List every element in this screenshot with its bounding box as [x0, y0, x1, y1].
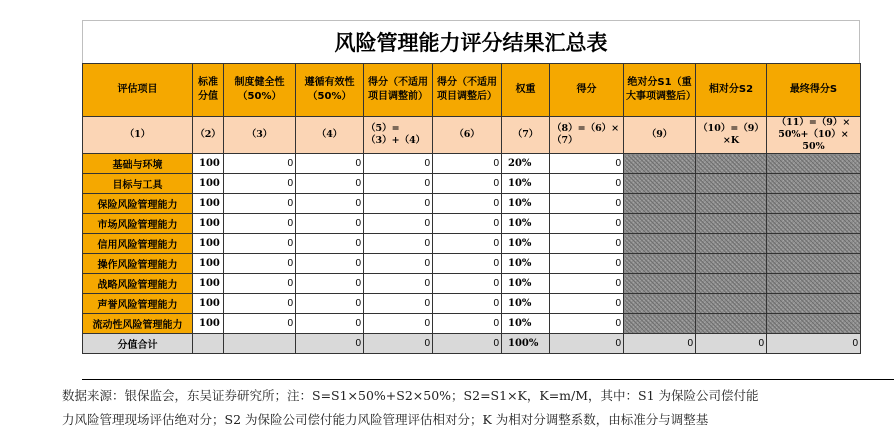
row-compliance: 0 [296, 294, 364, 314]
row-shaded-cell [767, 314, 861, 334]
score-table [82, 63, 861, 354]
row-shaded-cell [624, 274, 696, 294]
row-compliance: 0 [296, 314, 364, 334]
footnote-line: 数据来源：银保监会，东吴证券研究所；注：S=S1×50%+S2×50%；S2=S1×K，K=m/M，其中：S1 为保险公司偿付能 [62, 388, 759, 403]
row-weight: 10% [502, 254, 550, 274]
row-compliance: 0 [296, 154, 364, 174]
row-score-before: 0 [364, 314, 433, 334]
row-score-before: 0 [364, 214, 433, 234]
row-shaded-cell [624, 254, 696, 274]
row-shaded-cell [767, 154, 861, 174]
row-name: 声誉风险管理能力 [83, 294, 193, 314]
row-score: 0 [550, 274, 624, 294]
row-score: 0 [550, 234, 624, 254]
row-shaded-cell [624, 154, 696, 174]
row-shaded-cell [767, 194, 861, 214]
row-standard-score: 100 [193, 194, 224, 214]
row-score-before: 0 [364, 274, 433, 294]
data-rows [83, 154, 861, 334]
formula-cell: （2） [193, 117, 224, 154]
row-score-before: 0 [364, 294, 433, 314]
table-row [83, 254, 861, 274]
total-s2: 0 [696, 334, 767, 354]
row-score-after: 0 [433, 254, 502, 274]
header-cell: 得分（不适用项目调整前） [364, 64, 433, 117]
total-s1: 0 [624, 334, 696, 354]
row-score-after: 0 [433, 174, 502, 194]
row-shaded-cell [767, 294, 861, 314]
row-name: 信用风险管理能力 [83, 234, 193, 254]
row-standard-score: 100 [193, 234, 224, 254]
total-weight: 100% [502, 334, 550, 354]
row-score-after: 0 [433, 234, 502, 254]
header-cell: 制度健全性（50%） [224, 64, 296, 117]
row-score-before: 0 [364, 154, 433, 174]
row-completeness: 0 [224, 314, 296, 334]
formula-cell: （9） [624, 117, 696, 154]
formula-cell: （6） [433, 117, 502, 154]
row-shaded-cell [696, 274, 767, 294]
row-standard-score: 100 [193, 154, 224, 174]
row-score-after: 0 [433, 154, 502, 174]
row-name: 流动性风险管理能力 [83, 314, 193, 334]
row-shaded-cell [767, 254, 861, 274]
row-shaded-cell [767, 174, 861, 194]
table-row [83, 274, 861, 294]
row-shaded-cell [696, 294, 767, 314]
row-shaded-cell [696, 174, 767, 194]
footnote [62, 384, 888, 432]
formula-cell: （3） [224, 117, 296, 154]
total-cell [193, 334, 224, 354]
row-name: 目标与工具 [83, 174, 193, 194]
row-shaded-cell [767, 214, 861, 234]
row-standard-score: 100 [193, 314, 224, 334]
table-row [83, 294, 861, 314]
summary-sheet [82, 20, 860, 354]
footnote-line: 力风险管理现场评估绝对分；S2 为保险公司偿付能力风险管理评估相对分；K 为相对分调整系数，由标准分与调整基 [62, 412, 709, 427]
formula-cell: （1） [83, 117, 193, 154]
row-standard-score: 100 [193, 294, 224, 314]
header-row [83, 64, 861, 117]
row-name: 操作风险管理能力 [83, 254, 193, 274]
formula-cell: （8）=（6）×（7） [550, 117, 624, 154]
row-score: 0 [550, 154, 624, 174]
row-score: 0 [550, 174, 624, 194]
row-score-after: 0 [433, 274, 502, 294]
formula-cell: （7） [502, 117, 550, 154]
header-cell: 绝对分S1（重大事项调整后） [624, 64, 696, 117]
row-score-before: 0 [364, 234, 433, 254]
row-compliance: 0 [296, 194, 364, 214]
row-weight: 10% [502, 274, 550, 294]
row-weight: 10% [502, 214, 550, 234]
total-cell [224, 334, 296, 354]
row-weight: 10% [502, 194, 550, 214]
row-completeness: 0 [224, 154, 296, 174]
row-shaded-cell [767, 274, 861, 294]
row-score: 0 [550, 214, 624, 234]
row-score-before: 0 [364, 254, 433, 274]
row-score: 0 [550, 294, 624, 314]
row-name: 保险风险管理能力 [83, 194, 193, 214]
divider [82, 379, 894, 380]
total-cell: 0 [433, 334, 502, 354]
row-shaded-cell [624, 294, 696, 314]
row-weight: 20% [502, 154, 550, 174]
header-cell: 最终得分S [767, 64, 861, 117]
row-compliance: 0 [296, 274, 364, 294]
row-score: 0 [550, 254, 624, 274]
row-score-after: 0 [433, 214, 502, 234]
header-cell: 得分（不适用项目调整后） [433, 64, 502, 117]
row-score-after: 0 [433, 314, 502, 334]
row-standard-score: 100 [193, 174, 224, 194]
row-shaded-cell [696, 234, 767, 254]
table-row [83, 214, 861, 234]
row-shaded-cell [624, 314, 696, 334]
total-cell: 0 [550, 334, 624, 354]
row-compliance: 0 [296, 214, 364, 234]
row-completeness: 0 [224, 234, 296, 254]
table-title: 风险管理能力评分结果汇总表 [82, 20, 860, 63]
header-cell: 相对分S2 [696, 64, 767, 117]
row-score-before: 0 [364, 174, 433, 194]
row-standard-score: 100 [193, 214, 224, 234]
header-cell: 得分 [550, 64, 624, 117]
row-shaded-cell [624, 174, 696, 194]
row-standard-score: 100 [193, 274, 224, 294]
row-shaded-cell [696, 314, 767, 334]
row-completeness: 0 [224, 214, 296, 234]
row-compliance: 0 [296, 234, 364, 254]
row-name: 市场风险管理能力 [83, 214, 193, 234]
header-cell: 权重 [502, 64, 550, 117]
row-weight: 10% [502, 314, 550, 334]
row-score-before: 0 [364, 194, 433, 214]
row-shaded-cell [696, 194, 767, 214]
table-row [83, 194, 861, 214]
row-shaded-cell [696, 254, 767, 274]
row-score-after: 0 [433, 294, 502, 314]
row-completeness: 0 [224, 174, 296, 194]
row-standard-score: 100 [193, 254, 224, 274]
row-weight: 10% [502, 234, 550, 254]
header-cell: 标准分值 [193, 64, 224, 117]
table-row [83, 154, 861, 174]
row-completeness: 0 [224, 254, 296, 274]
table-row [83, 234, 861, 254]
table-row [83, 314, 861, 334]
row-shaded-cell [624, 194, 696, 214]
row-shaded-cell [696, 214, 767, 234]
row-score-after: 0 [433, 194, 502, 214]
row-score: 0 [550, 314, 624, 334]
formula-cell: （5）=（3）+（4） [364, 117, 433, 154]
total-s: 0 [767, 334, 861, 354]
row-score: 0 [550, 194, 624, 214]
row-shaded-cell [624, 234, 696, 254]
total-label: 分值合计 [83, 334, 193, 354]
table-row [83, 174, 861, 194]
row-completeness: 0 [224, 274, 296, 294]
total-cell: 0 [296, 334, 364, 354]
row-completeness: 0 [224, 294, 296, 314]
row-completeness: 0 [224, 194, 296, 214]
row-shaded-cell [696, 154, 767, 174]
formula-row [83, 117, 861, 154]
formula-cell: （11）=（9）× 50%+（10）× 50% [767, 117, 861, 154]
formula-cell: （4） [296, 117, 364, 154]
formula-cell: （10）=（9）×K [696, 117, 767, 154]
total-cell: 0 [364, 334, 433, 354]
row-compliance: 0 [296, 254, 364, 274]
row-shaded-cell [624, 214, 696, 234]
row-weight: 10% [502, 174, 550, 194]
total-row [83, 334, 861, 354]
row-name: 战略风险管理能力 [83, 274, 193, 294]
header-cell: 遵循有效性（50%） [296, 64, 364, 117]
row-shaded-cell [767, 234, 861, 254]
row-compliance: 0 [296, 174, 364, 194]
header-cell: 评估项目 [83, 64, 193, 117]
row-name: 基础与环境 [83, 154, 193, 174]
row-weight: 10% [502, 294, 550, 314]
